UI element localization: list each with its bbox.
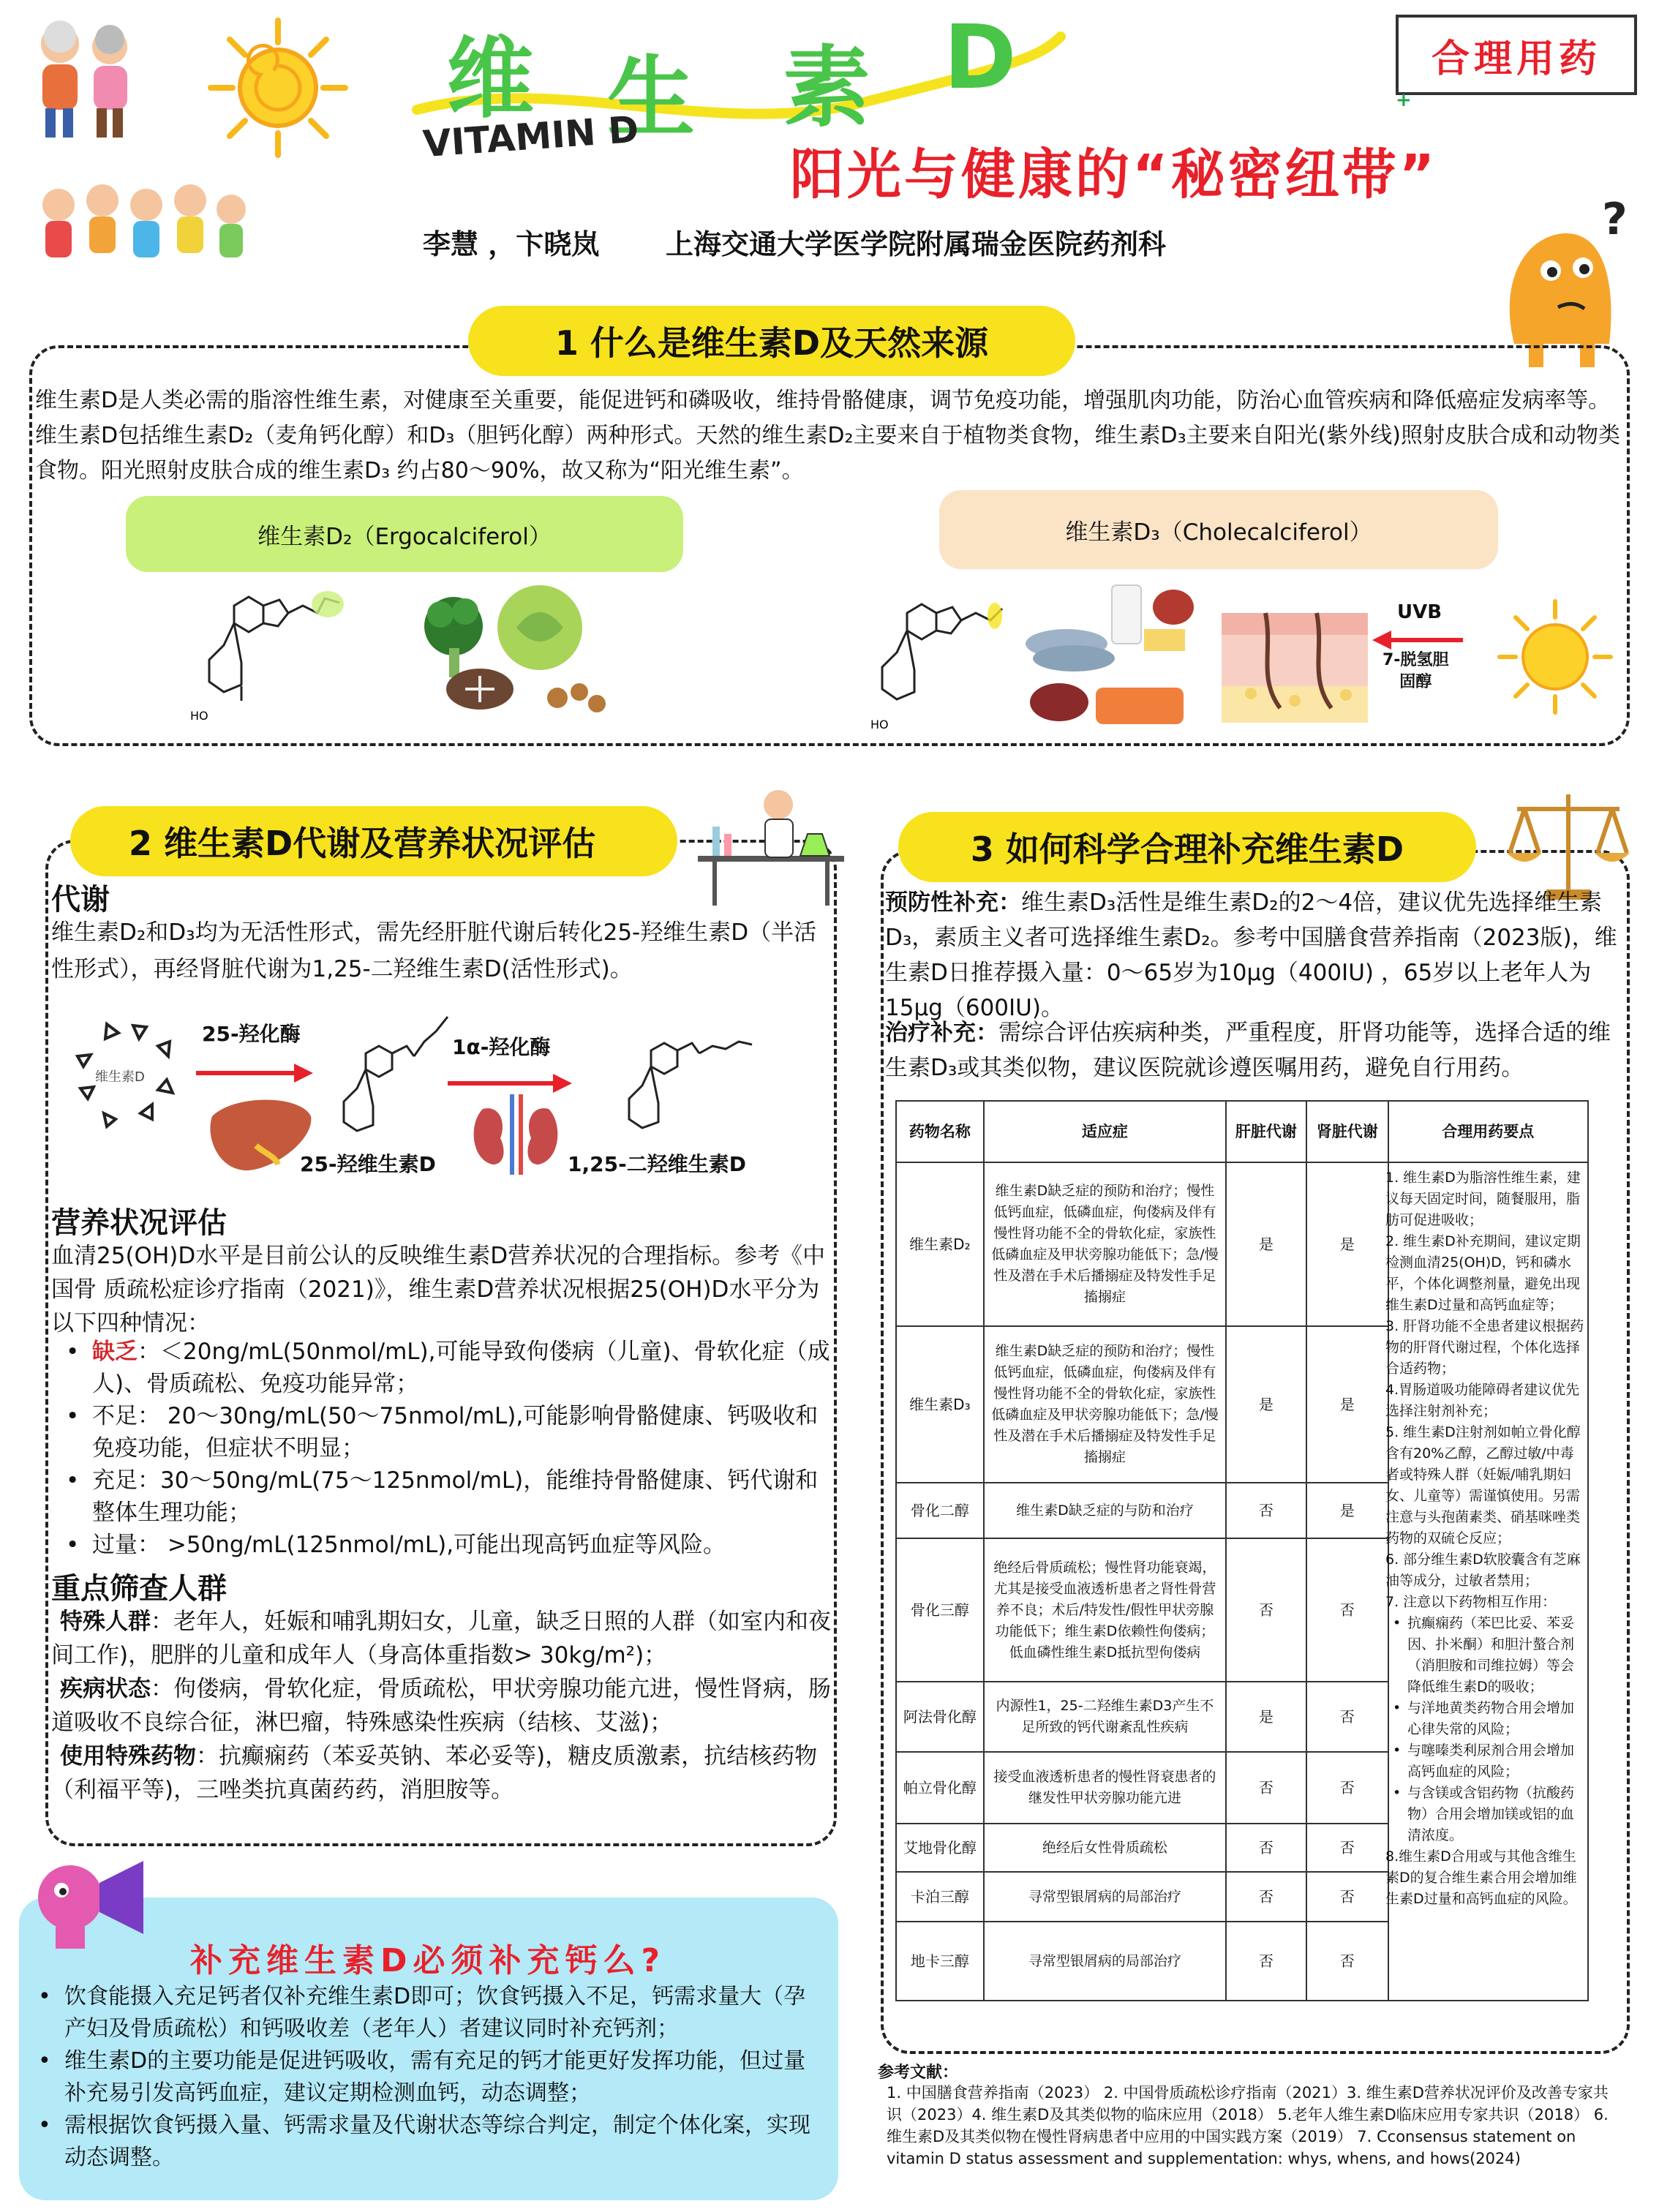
calcium-item-text: 维生素D的主要功能是促进钙吸收，需有充足的钙才能更好发挥功能，但过量补充易引发高钙血症，建议定期检测血钙，动态调整； xyxy=(64,2048,806,2106)
screen-heading: 重点筛查人群 xyxy=(51,1572,227,1606)
screen-text: ：佝偻病，骨软化症，骨质疏松，甲状旁腺功能亢进，慢性肾病，肠道吸收不良综合征，淋巴瘤，特殊感染性疾病（结核、艾滋)； xyxy=(51,1676,831,1736)
cell-kidney: 是 xyxy=(1306,1162,1388,1326)
kidney-icon xyxy=(468,1094,563,1175)
main-title-char-2: 生 xyxy=(607,48,702,149)
screen-text: ：抗癫痫药（苯妥英钠、苯必妥等)，糖皮质激素，抗结核药物（利福平等)，三唑类抗真菌药药，消胆胺等。 xyxy=(51,1743,818,1803)
cell-drug: 维生素D₃ xyxy=(896,1326,984,1483)
sun-icon xyxy=(205,15,351,161)
th-notes: 合理用药要点 xyxy=(1388,1101,1588,1162)
note-bullet-text: 与含镁或含铝药物（抗酸药物）合用会增加镁或铝的血清浓度。 xyxy=(1407,1785,1575,1843)
cell-liver: 是 xyxy=(1226,1326,1306,1483)
megaphone-mascot xyxy=(26,1846,151,1956)
levels-list xyxy=(51,1336,831,1561)
cell-liver: 否 xyxy=(1226,1752,1306,1824)
badge-text: 合理用药 xyxy=(1431,37,1601,81)
cell-drug: 艾地骨化醇 xyxy=(896,1824,984,1872)
cell-drug: 骨化三醇 xyxy=(896,1538,984,1682)
vitd-center-label: 维生素D xyxy=(95,1069,145,1085)
calcium-item-text: 饮食能摄入充足钙者仅补充维生素D即可；饮食钙摄入不足，钙需求量大（孕产妇及骨质疏松）和钙吸收差（老年人）者建议同时补充钙剂； xyxy=(64,1984,806,2042)
badge-box xyxy=(1396,15,1637,95)
cell-indication: 绝经后女性骨质疏松 xyxy=(984,1824,1226,1872)
uvb-arrow-icon xyxy=(1372,629,1463,651)
note-bullet-item xyxy=(1385,1783,1586,1846)
screen-key: 使用特殊药物 xyxy=(60,1743,196,1769)
animal-foods-image xyxy=(1023,578,1205,731)
cell-kidney: 否 xyxy=(1306,1922,1388,2001)
cell-indication: 绝经后骨质疏松；慢性肾功能衰竭，尤其是接受血液透析患者之肾性骨营养不良；术后/特发性/假性甲状旁腺功能低下；维生素D依赖性佝偻病；低血磷性维生素D抵抗型佝偻病 xyxy=(984,1538,1226,1682)
level-text: ：＜20ng/mL(50nmol/mL),可能导致佝偻病（儿童)、骨软化症（成人)、骨质疏松、免疫功能异常； xyxy=(92,1339,830,1397)
bullet: • xyxy=(66,1532,80,1558)
molecule-125oh-diagram xyxy=(607,1007,768,1160)
molecule-25oh-diagram xyxy=(322,1009,454,1156)
subtitle-cn: 阳光与健康的“秘密纽带” xyxy=(790,143,1438,206)
note-item: 8.维生素D合用或与其他含维生素D的复合维生素合用会增加维生素D过量和高钙血症的风险。 xyxy=(1385,1848,1577,1907)
calcium-item-text: 需根据饮食钙摄入量、钙需求量及代谢状态等综合判定，制定个体化案，实现动态调整。 xyxy=(64,2113,810,2170)
cell-liver: 是 xyxy=(1226,1162,1306,1326)
cell-kidney: 否 xyxy=(1306,1682,1388,1752)
treatment-key: 治疗补充： xyxy=(885,1020,998,1046)
th-indication: 适应症 xyxy=(984,1101,1226,1162)
level-item xyxy=(51,1464,831,1529)
d3-molecule-diagram xyxy=(870,584,1017,737)
th-drug: 药物名称 xyxy=(896,1101,984,1162)
calcium-list xyxy=(38,1981,825,2174)
bullet: • xyxy=(1393,1700,1402,1716)
treatment-text xyxy=(885,1015,1625,1086)
eval-text: 血清25(OH)D水平是目前公认的反映维生素D营养状况的合理指标。参考《中国骨 质疏松症诊疗指南（2021)》，维生素D营养状况根据25(OH)D水平分为以下四种情况： xyxy=(51,1243,826,1336)
cell-drug: 维生素D₂ xyxy=(896,1162,984,1326)
kids-illustration xyxy=(29,176,249,285)
level-text: ： 20～30ng/mL(50～75nmol/mL),可能影响骨骼健康、钙吸收和免疫功能，但症状不明显； xyxy=(92,1403,819,1462)
svg-text:?: ? xyxy=(1602,198,1628,245)
screen-key: 特殊人群 xyxy=(60,1609,151,1635)
prevention-body: 维生素D₃活性是维生素D₂的2～4倍，建议优先选择维生素D₃，素质主义者可选择维生素D₂。参考中国膳食营养指南（2023版)，维生素D日推荐摄入量：0～65岁为10μg（400IU) ，65岁以上老年人为15μg（600IU)。 xyxy=(885,889,1617,1021)
metabolism-heading: 代谢 xyxy=(51,883,110,917)
th-liver: 肝脏代谢 xyxy=(1226,1101,1306,1162)
note-bullet-text: 与噻嗪类利尿剂合用会增加高钙血症的风险； xyxy=(1407,1742,1575,1780)
th-kidney: 肾脏代谢 xyxy=(1306,1101,1388,1162)
affiliation: 上海交通大学医学院附属瑞金医院药剂科 xyxy=(666,228,1167,260)
metabolism-text: 维生素D₂和D₃均为无活性形式，需先经肝脏代谢后转化25-羟维生素D（半活性形式），再经肾脏代谢为1,25-二羟维生素D(活性形式)。 xyxy=(51,919,817,982)
arrow2-icon xyxy=(448,1072,572,1094)
cell-kidney: 否 xyxy=(1306,1752,1388,1824)
cell-drug: 骨化二醇 xyxy=(896,1483,984,1538)
calcium-item xyxy=(38,2045,825,2110)
cell-indication: 维生素D缺乏症的预防和治疗；慢性低钙血症，低磷血症，佝偻病及伴有慢性肾功能不全的骨软化症，家族性低磷血症及甲状旁腺功能低下；急/慢性及潜在手术后播搦症及特发性手足搐搦症 xyxy=(984,1326,1226,1483)
cell-liver: 否 xyxy=(1226,1538,1306,1682)
note-bullet-item xyxy=(1385,1698,1586,1740)
cell-drug: 卡泊三醇 xyxy=(896,1872,984,1922)
scientist-illustration xyxy=(698,775,844,907)
eval-heading: 营养状况评估 xyxy=(51,1206,227,1240)
level-text: ： >50ng/mL(125nmol/mL),可能出现高钙血症等风险。 xyxy=(138,1532,726,1558)
cell-drug: 阿法骨化醇 xyxy=(896,1682,984,1752)
cell-kidney: 是 xyxy=(1306,1326,1388,1483)
arrow1-icon xyxy=(196,1062,313,1084)
treatment-body: 需综合评估疾病种类，严重程度，肝肾功能等，选择合适的维生素D₃或其类似物，建议医院就诊遵医嘱用药，避免自行用药。 xyxy=(885,1020,1611,1081)
cell-indication: 寻常型银屑病的局部治疗 xyxy=(984,1922,1226,2001)
product2-label: 1,25-二羟维生素D xyxy=(568,1152,746,1176)
cell-kidney: 否 xyxy=(1306,1538,1388,1682)
cell-kidney: 否 xyxy=(1306,1824,1388,1872)
calcium-title: 补充维生素D必须补充钙么? xyxy=(190,1942,666,1979)
note-bullet-item xyxy=(1385,1740,1586,1783)
subtitle-en: VITAMIN D xyxy=(421,108,641,166)
cell-liver: 否 xyxy=(1226,1872,1306,1922)
note-bullet-text: 与洋地黄类药物合用会增加心律失常的风险； xyxy=(1407,1700,1575,1737)
cell-drug: 地卡三醇 xyxy=(896,1922,984,2001)
level-key: 过量 xyxy=(92,1532,138,1558)
plant-foods-image xyxy=(414,582,619,718)
authors: 李慧 ，卞晓岚 xyxy=(423,228,600,260)
references-text: 1. 中国膳食营养指南（2023） 2. 中国骨质疏松诊疗指南（2021）3. 维生素D营养状况评价及改善专家共识（2023）4. 维生素D及其类似物的临床应用（2018） 5.老年人维生素D临床应用专家共识（2018） 6. 维生素D及其类似物在慢性肾病患者中应用的中国实践方案（2019） 7. Cconsensus statement on vitamin D status assessment and supplementation: whys, whens, and hows(2024) xyxy=(887,2084,1609,2167)
cell-liver: 否 xyxy=(1226,1922,1306,2001)
screen-key: 疾病状态 xyxy=(60,1676,151,1702)
calcium-item xyxy=(38,1981,825,2045)
d3-label-pill: 维生素D₃（Cholecalciferol） xyxy=(939,490,1498,569)
d2-molecule-diagram xyxy=(190,576,358,730)
note-item: 7. 注意以下药物相互作用： xyxy=(1385,1594,1557,1610)
note-item: 5. 维生素D注射剂如帕立骨化醇含有20%乙醇，乙醇过敏/中毒者或特殊人群（妊娠/哺乳期妇女、儿童等）需谨慎使用。另需注意与头孢菌素类、硝基咪唑类药物的双硫仑反应； xyxy=(1385,1424,1581,1546)
main-title-char-3: 素 xyxy=(783,37,878,139)
d2-label-pill: 维生素D₂（Ergocalciferol） xyxy=(126,496,683,572)
product1-label: 25-羟维生素D xyxy=(300,1152,436,1176)
cell-liver: 是 xyxy=(1226,1682,1306,1752)
main-title-char-4: D xyxy=(944,7,1024,109)
cell-indication: 维生素D缺乏症的预防和治疗；慢性低钙血症，低磷血症，佝偻病及伴有慢性肾功能不全的骨软化症，家族性低磷血症及甲状旁腺功能低下；急/慢性及潜在手术后播搦症及特发性手足搐搦症 xyxy=(984,1162,1226,1326)
note-item: 6. 部分维生素D软胶囊含有芝麻油等成分，过敏者禁用； xyxy=(1385,1551,1581,1589)
enzyme2-label: 1α-羟化酶 xyxy=(452,1035,551,1059)
level-text: ：30～50ng/mL(75～125nmol/mL)，能维持骨骼健康、钙代谢和整体生理功能； xyxy=(92,1467,819,1526)
medication-notes xyxy=(1385,1167,1586,1910)
elderly-illustration xyxy=(16,15,148,146)
bullet: • xyxy=(38,2048,51,2074)
section1-text: 维生素D是人类必需的脂溶性维生素，对健康至关重要，能促进钙和磷吸收，维持骨骼健康，调节免疫功能，增强肌肉功能，防治心血管疾病和降低癌症发病率等。维生素D包括维生素D₂（麦角钙化醇）和D₃（胆钙化醇）两种形式。天然的维生素D₂主要来自于植物类食物，维生素D₃主要来自阳光(紫外线)照射皮肤合成和动物类食物。阳光照射皮肤合成的维生素D₃ 约占80～90%，故又称为“阳光维生素”。 xyxy=(35,388,1621,484)
cell-indication: 内源性1，25-二羟维生素D3产生不足所致的钙代谢紊乱性疾病 xyxy=(984,1682,1226,1752)
cell-drug: 帕立骨化醇 xyxy=(896,1752,984,1824)
screen-item xyxy=(51,1672,831,1739)
cell-kidney: 是 xyxy=(1306,1483,1388,1538)
bullet: • xyxy=(1393,1785,1402,1801)
cell-indication: 维生素D缺乏症的与防和治疗 xyxy=(984,1483,1226,1538)
references-heading: 参考文献： xyxy=(878,2064,959,2082)
note-item: 2. 维生素D补充期间，建议定期检测血清25(OH)D，钙和磷水平，个体化调整剂量，避免出现维生素D过量和高钙血症等； xyxy=(1385,1233,1581,1313)
bullet: • xyxy=(1393,1615,1402,1631)
cell-liver: 否 xyxy=(1226,1483,1306,1538)
plus-icon: + xyxy=(1396,89,1412,111)
screen-item xyxy=(51,1605,831,1672)
bullet: • xyxy=(66,1467,80,1494)
note-item: 4.胃肠道吸功能障碍者建议优先选择注射剂补充； xyxy=(1385,1382,1580,1419)
bullet: • xyxy=(38,1984,51,2009)
table-header-row xyxy=(896,1101,1588,1162)
prevention-text xyxy=(885,885,1625,1026)
bullet: • xyxy=(38,2113,51,2138)
level-item xyxy=(51,1400,831,1464)
cell-indication: 接受血液透析患者的慢性肾衰患者的继发性甲状旁腺功能亢进 xyxy=(984,1752,1226,1824)
cell-liver: 否 xyxy=(1226,1824,1306,1872)
sun-icon-small xyxy=(1497,598,1614,715)
bullet: • xyxy=(1393,1742,1402,1758)
section1-title: 1 什么是维生素D及天然来源 xyxy=(468,306,1075,376)
note-item: 1. 维生素D为脂溶性维生素，建议每天固定时间，随餐服用，脂肪可促进吸收； xyxy=(1385,1170,1581,1228)
main-title-char-1: 维 xyxy=(446,29,541,130)
note-bullet-text: 抗癫痫药（苯巴比妥、苯妥因、扑米酮）和胆汁螯合剂（消胆胺和司维拉姆）等会降低维生素D的吸收； xyxy=(1407,1615,1575,1695)
level-item xyxy=(51,1529,831,1561)
bullet: • xyxy=(66,1339,80,1365)
level-item xyxy=(51,1336,831,1400)
level-key: 不足 xyxy=(92,1403,138,1429)
screen-text: ：老年人，妊娠和哺乳期妇女，儿童，缺乏日照的人群（如室内和夜间工作)，肥胖的儿童和成年人（身高体重指数> 30kg/m²)； xyxy=(51,1609,831,1669)
section3-title: 3 如何科学合理补充维生素D xyxy=(898,812,1476,882)
section2-title: 2 维生素D代谢及营养状况评估 xyxy=(70,806,677,876)
uvb-label: UVB xyxy=(1397,601,1442,623)
bullet: • xyxy=(66,1403,80,1429)
skin-cross-section-image xyxy=(1222,584,1368,730)
calcium-item xyxy=(38,2110,825,2174)
level-key: 充足 xyxy=(92,1467,138,1494)
cell-indication: 寻常型银屑病的局部治疗 xyxy=(984,1872,1226,1922)
dehydro-label: 7-脱氢胆 固醇 xyxy=(1382,651,1449,691)
screen-list xyxy=(51,1605,831,1807)
note-item: 3. 肝肾功能不全患者建议根据药物的肝肾代谢过程，个体化选择合适药物； xyxy=(1385,1318,1584,1377)
screen-item xyxy=(51,1739,831,1807)
ho-label-d3: HO xyxy=(870,718,889,731)
level-key: 缺乏 xyxy=(92,1339,138,1365)
liver-icon xyxy=(205,1094,315,1175)
note-bullet-item xyxy=(1385,1613,1586,1698)
ho-label-d2: HO xyxy=(190,709,208,723)
enzyme1-label: 25-羟化酶 xyxy=(202,1022,301,1046)
cell-kidney: 否 xyxy=(1306,1872,1388,1922)
prevention-key: 预防性补充： xyxy=(885,889,1021,916)
